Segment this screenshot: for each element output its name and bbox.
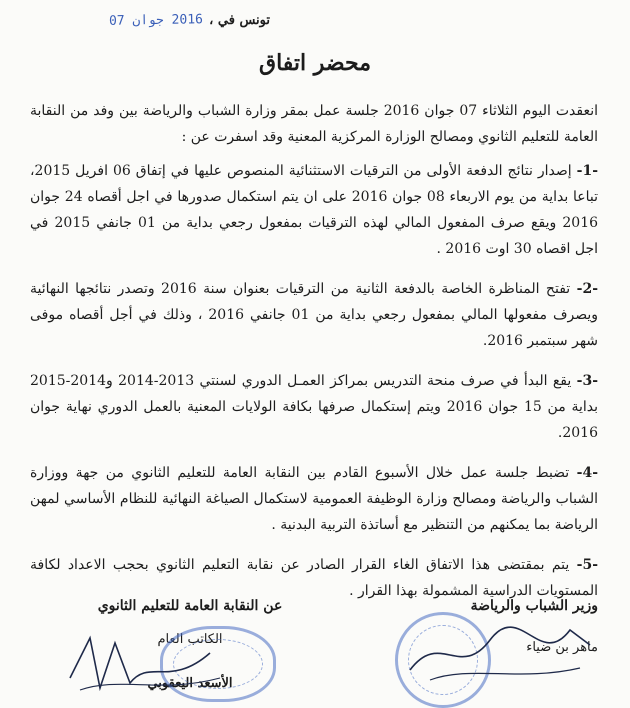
item-text: تضبط جلسة عمل خلال الأسبوع القادم بين النقابة العامة للتعليم الثانوي من جهة ووزارة الشباب والرياضة ومصالح وزارة الوظيفة العمومية لاستكمال الصياغة النهائية للنظام الأساسي لمهن الرياضة بما يمكنهم من التنظير مع أساتذة التربية البدنية . [30,465,598,533]
item-text: إصدار نتائج الدفعة الأولى من الترقيات الاستثنائية المنصوص عليها في إتفاق 06 افريل 2015، تباعا بداية من يوم الاربعاء 08 جوان 2016 على ان يتم استكمال صدورها في اجل أقصاه 24 جوان 2016 ويقع صرف المفعول المالي لهذه الترقيات بمفعول رجعي بداية من 01 جانفي 2015 في اجل اقصاه 30 اوت 2016 . [30,163,599,257]
item-text: يتم بمقتضى هذا الاتفاق الغاء القرار الصادر عن نقابة التعليم الثانوي بحجب الاعداد لكافة المستويات الدراسية المشمولة بهذا القرار . [30,557,598,599]
union-role: الكاتب العام [157,632,223,647]
item-text: يقع البدأ في صرف منحة التدريس بمراكز العمـل الدوري لسنتي 2013-2014 و2014-2015 بداية من 15 جوان 2016 ويتم إستكمال صرفها بكافة الولايات المعنية بالعمل الدوري نهاية جوان 2016. [30,373,598,441]
item-number: -4- [576,465,598,481]
item-text: تفتح المناظرة الخاصة بالدفعة الثانية من الترقيات بعنوان سنة 2016 وتصدر نتائجها النهائية ويصرف مفعولها المالي بمفعول رجعي بداية من 01 جانفي 2016 ، وذلك في أجل أقصاه موفى شهر سبتمبر 2016. [30,281,599,349]
agreement-item-4 [30,460,598,538]
agreement-item-3 [30,368,598,446]
item-number: -2- [576,281,599,297]
union-signatory-name: الأسعد اليعقوبي [147,676,233,691]
union-handwritten-signature-icon [60,628,230,698]
ministry-signatory-name: ماهر بن ضياء [526,640,598,655]
agreement-item-1 [30,158,598,262]
date-line [90,8,270,32]
ministry-handwritten-signature-icon [400,610,600,690]
item-number: -3- [576,373,598,389]
item-number: -1- [576,163,598,179]
agreement-item-2 [30,276,598,354]
stamped-date: 2016 جوان 07 [109,11,204,29]
document-body [30,98,598,618]
item-number: -5- [576,557,598,573]
city-label: تونس في ، [209,12,270,28]
intro-paragraph: انعقدت اليوم الثلاثاء 07 جوان 2016 جلسة عمل بمقر وزارة الشباب والرياضة بين وفد من النقابة العامة للتعليم الثانوي ومصالح الوزارة المركزية المعنية وقد اسفرت عن : [30,103,598,145]
document-title: محضر اتفاق [259,50,371,76]
ministry-title: وزير الشباب والرياضة [470,598,598,614]
union-title: عن النقابة العامة للتعليم الثانوي [97,598,283,614]
